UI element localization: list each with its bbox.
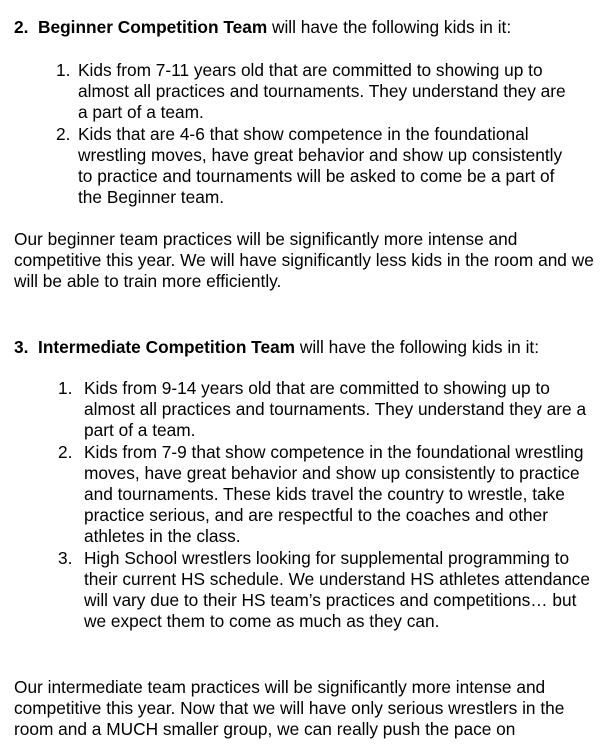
section-2-intro: will have the following kids in it:: [267, 17, 512, 37]
section-3-list: [0, 378, 614, 632]
list-item: [0, 548, 598, 633]
section-2-number: 2.: [14, 17, 29, 37]
list-item-text: Kids from 7-11 years old that are committed to showing up to almost all practices and tournaments. They understand they are a part of a team.: [78, 60, 566, 123]
list-item-marker: 1.: [58, 378, 73, 398]
list-item: [0, 442, 598, 548]
section-3-paragraph: Our intermediate team practices will be significantly more intense and competitive this year. Now that we will have only serious wrestlers in the room and a MUCH smaller group, we can really push the pace on: [14, 677, 565, 740]
section-3-title: Intermediate Competition Team: [38, 337, 296, 357]
section-2-paragraph: Our beginner team practices will be significantly more intense and competitive this year. We will have significantly less kids in the room and we will be able to train more efficiently.: [14, 229, 594, 292]
section-2-list: [0, 60, 614, 208]
section-3-intro: will have the following kids in it:: [295, 337, 540, 357]
list-item-text: Kids from 7-9 that show competence in the foundational wrestling moves, have great behavior and show up consistently to practice and tournaments. These kids travel the country to wrestle, take practice serious, and are respectful to the coaches and other athletes in the class.: [84, 441, 584, 547]
section-3-heading: [14, 337, 539, 358]
list-item-marker: 2.: [58, 441, 73, 462]
list-item: [0, 60, 574, 124]
section-2-title: Beginner Competition Team: [38, 17, 268, 37]
list-item-text: Kids that are 4-6 that show competence in the foundational wrestling moves, have great behavior and show up consistently to practice and tournaments will be asked to come be a part of the Beginner team.: [78, 123, 563, 208]
list-item: [0, 124, 574, 209]
list-item-text: Kids from 9-14 years old that are committed to showing up to almost all practices and tournaments. They understand they are a part of a team.: [84, 378, 587, 441]
list-item-marker: 3.: [58, 547, 73, 568]
list-item-marker: 2.: [56, 123, 71, 144]
list-item-text: High School wrestlers looking for supplemental programming to their current HS schedule. We understand HS athletes attendance will vary due to their HS team’s practices and competitions… but we expect them to come as much as they can.: [84, 547, 590, 632]
list-item: [0, 378, 598, 442]
section-2-heading: [14, 17, 511, 38]
section-3-number: 3.: [14, 337, 29, 357]
list-item-marker: 1.: [56, 60, 71, 80]
